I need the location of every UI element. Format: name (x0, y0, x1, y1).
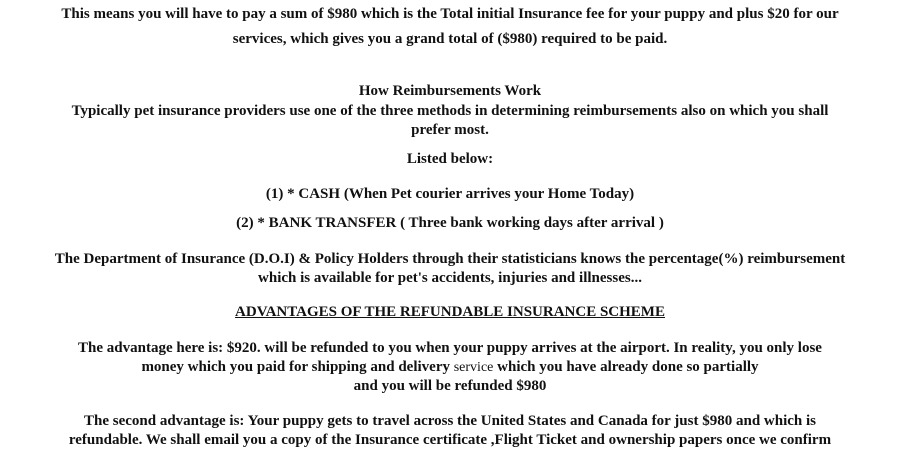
first-advantage-line-2 (0, 358, 900, 377)
doi-text-line-2: which is available for pet's accidents, injuries and illnesses... (258, 270, 642, 286)
reimbursement-method-bank-transfer: (2) * BANK TRANSFER ( Three bank working days after arrival ) (236, 215, 664, 231)
reimbursements-intro-line-1: Typically pet insurance providers use one of the three methods in determining reimbursements also on which you shall (71, 103, 829, 119)
payment-text-line-2: services, which gives you a grand total of ($980) required to be paid. (232, 31, 668, 47)
first-advantage-line-2-end: which you have already done so partially (493, 359, 759, 375)
first-advantage-line-1: The advantage here is: $920. will be refunded to you when your puppy arrives at the airport. In reality, you only lose (78, 340, 822, 356)
second-advantage-line-2: refundable. We shall email you a copy of the Insurance certificate ,Flight Ticket and ownership papers once we confirm (68, 432, 832, 448)
payment-text-line-1: This means you will have to pay a sum of $980 which is the Total initial Insurance fee for your puppy and plus $20 for our (61, 6, 839, 22)
first-advantage-line-2-start: money which you paid for shipping and delivery (141, 359, 454, 375)
doi-text-line-1: The Department of Insurance (D.O.I) & Policy Holders through their statisticians knows the percentage(%) reimbursement (54, 251, 846, 267)
reimbursements-intro-line-2: prefer most. (411, 122, 489, 138)
listed-below-label: Listed below: (406, 151, 494, 167)
reimbursements-heading: How Reimbursements Work (358, 83, 542, 99)
reimbursement-method-cash: (1) * CASH (When Pet courier arrives your Home Today) (265, 186, 635, 202)
advantages-heading: ADVANTAGES OF THE REFUNDABLE INSURANCE SCHEME (235, 304, 665, 320)
second-advantage-line-1: The second advantage is: Your puppy gets to travel across the United States and Canada for just $980 and which is (83, 413, 817, 429)
first-advantage-service-word: service (453, 360, 494, 375)
first-advantage-line-3: and you will be refunded $980 (353, 378, 547, 394)
